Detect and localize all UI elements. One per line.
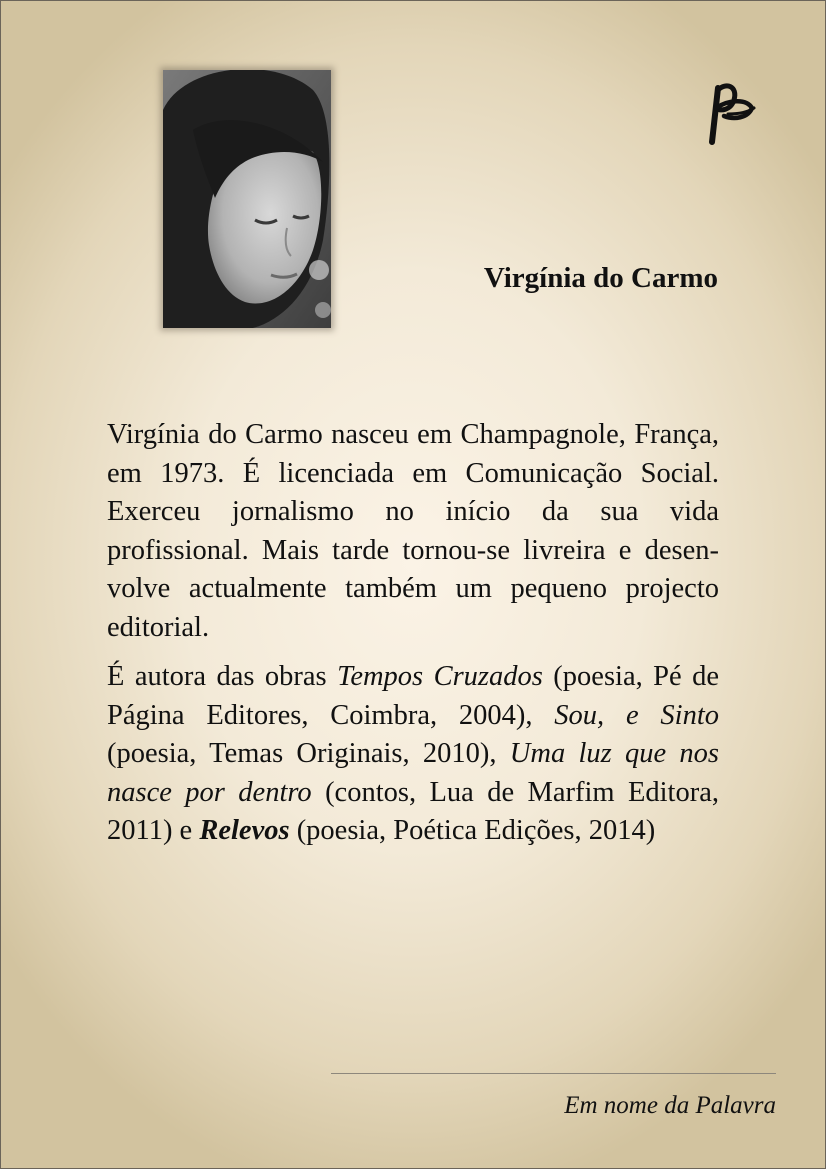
work-title-tempos-cruzados: Tempos Cruzados	[337, 661, 543, 692]
footer-series-title: Em nome da Palavra	[564, 1092, 776, 1119]
bio-text: (contos, Lua de Marfim Editora, 2011) e	[107, 776, 719, 846]
work-title-sou-e-sinto: Sou, e Sinto	[554, 699, 719, 731]
work-title-uma-luz: Uma luz que nos nasce por dentro	[107, 738, 719, 808]
footer-divider	[331, 1073, 776, 1074]
bio-text: (poesia, Poética Edições, 2014)	[289, 815, 656, 846]
work-title-relevos: Relevos	[199, 815, 290, 846]
author-name-heading: Virgínia do Carmo	[483, 262, 718, 294]
author-photo	[163, 70, 331, 328]
bio-text: (poesia, Pé de Página Editores, Coimbra, 2004),	[107, 661, 720, 731]
bio-text: É autora das obras	[107, 661, 338, 692]
author-biography	[107, 416, 719, 851]
bio-paragraph-1: Virgínia do Carmo nasceu em Champagnole, França, em 1973. É licenciada em Comunicação Social. Exerceu jornalismo no início da sua vida profissional. Mais tarde tornou-se livreira e desen-volve actualmente também um pequeno projecto editorial.	[107, 419, 719, 643]
bio-paragraph-2	[107, 658, 719, 851]
p-monogram-logo-icon	[704, 78, 756, 148]
bio-text: (poesia, Temas Originais, 2010),	[107, 738, 510, 769]
portrait-image	[163, 70, 331, 328]
